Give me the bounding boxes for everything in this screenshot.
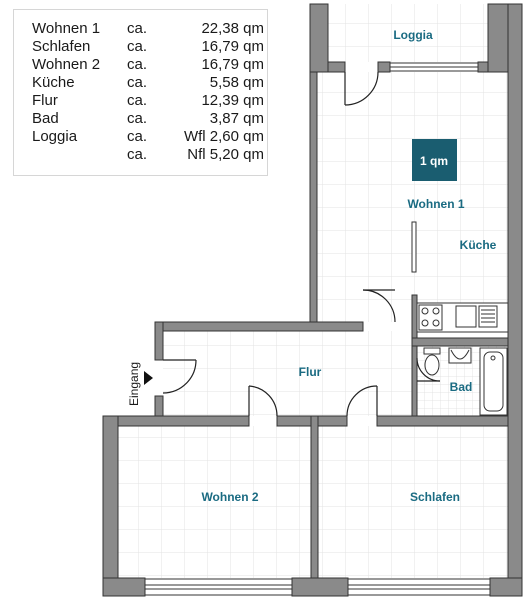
wall [412, 338, 508, 346]
wall [310, 72, 317, 324]
area-approx: ca. [127, 146, 148, 163]
sink [456, 306, 476, 327]
area-approx: ca. [127, 56, 148, 73]
room-label-kueche: Küche [459, 238, 497, 252]
entrance-arrow-icon [144, 371, 153, 385]
area-value: Wfl 2,60 qm [183, 128, 264, 145]
area-value: Nfl 5,20 qm [187, 146, 264, 163]
room-label-wohnen1: Wohnen 1 [407, 197, 465, 211]
wall [488, 4, 508, 72]
area-approx: ca. [127, 20, 148, 37]
room-label-flur: Flur [298, 365, 322, 379]
area-approx: ca. [127, 128, 148, 145]
area-room-name: Wohnen 2 [32, 56, 101, 73]
wall [155, 396, 163, 416]
room-label-wohnen2: Wohnen 2 [201, 490, 259, 504]
wall [508, 4, 522, 596]
area-room-name: Flur [32, 92, 58, 109]
area-value: 16,79 qm [201, 38, 264, 55]
area-approx: ca. [127, 92, 148, 109]
wall [155, 322, 363, 331]
area-value: 3,87 qm [209, 110, 264, 127]
area-room-name: Wohnen 1 [32, 20, 101, 37]
area-approx: ca. [127, 74, 148, 91]
wall [412, 295, 417, 416]
wall [103, 416, 249, 426]
window [348, 579, 490, 595]
room-divider [412, 222, 416, 272]
area-value: 12,39 qm [201, 92, 264, 109]
wall [310, 4, 328, 72]
area-value: 16,79 qm [201, 56, 264, 73]
scale-box-label: 1 qm [419, 154, 449, 168]
wall [103, 416, 118, 596]
area-approx: ca. [127, 38, 148, 55]
area-value: 22,38 qm [201, 20, 264, 37]
area-room-name: Loggia [32, 128, 78, 145]
wall [103, 578, 145, 596]
toilet [424, 348, 440, 354]
kitchen-counter [417, 303, 508, 332]
room-label-loggia: Loggia [393, 28, 433, 42]
wall [311, 416, 318, 580]
wall [378, 62, 390, 72]
area-room-name: Bad [32, 110, 59, 127]
window [145, 579, 292, 595]
room-label-schlafen: Schlafen [409, 490, 461, 504]
area-room-name: Küche [32, 74, 75, 91]
entrance-label: Eingang [127, 361, 141, 406]
area-value: 5,58 qm [209, 74, 264, 91]
flur-floor [163, 331, 412, 416]
wall [292, 578, 348, 596]
wall [490, 578, 522, 596]
area-approx: ca. [127, 110, 148, 127]
wall [478, 62, 488, 72]
area-room-name: Schlafen [32, 38, 91, 55]
wall [328, 62, 345, 72]
wall [377, 416, 508, 426]
room-label-bad: Bad [449, 380, 473, 394]
wall [155, 322, 163, 360]
